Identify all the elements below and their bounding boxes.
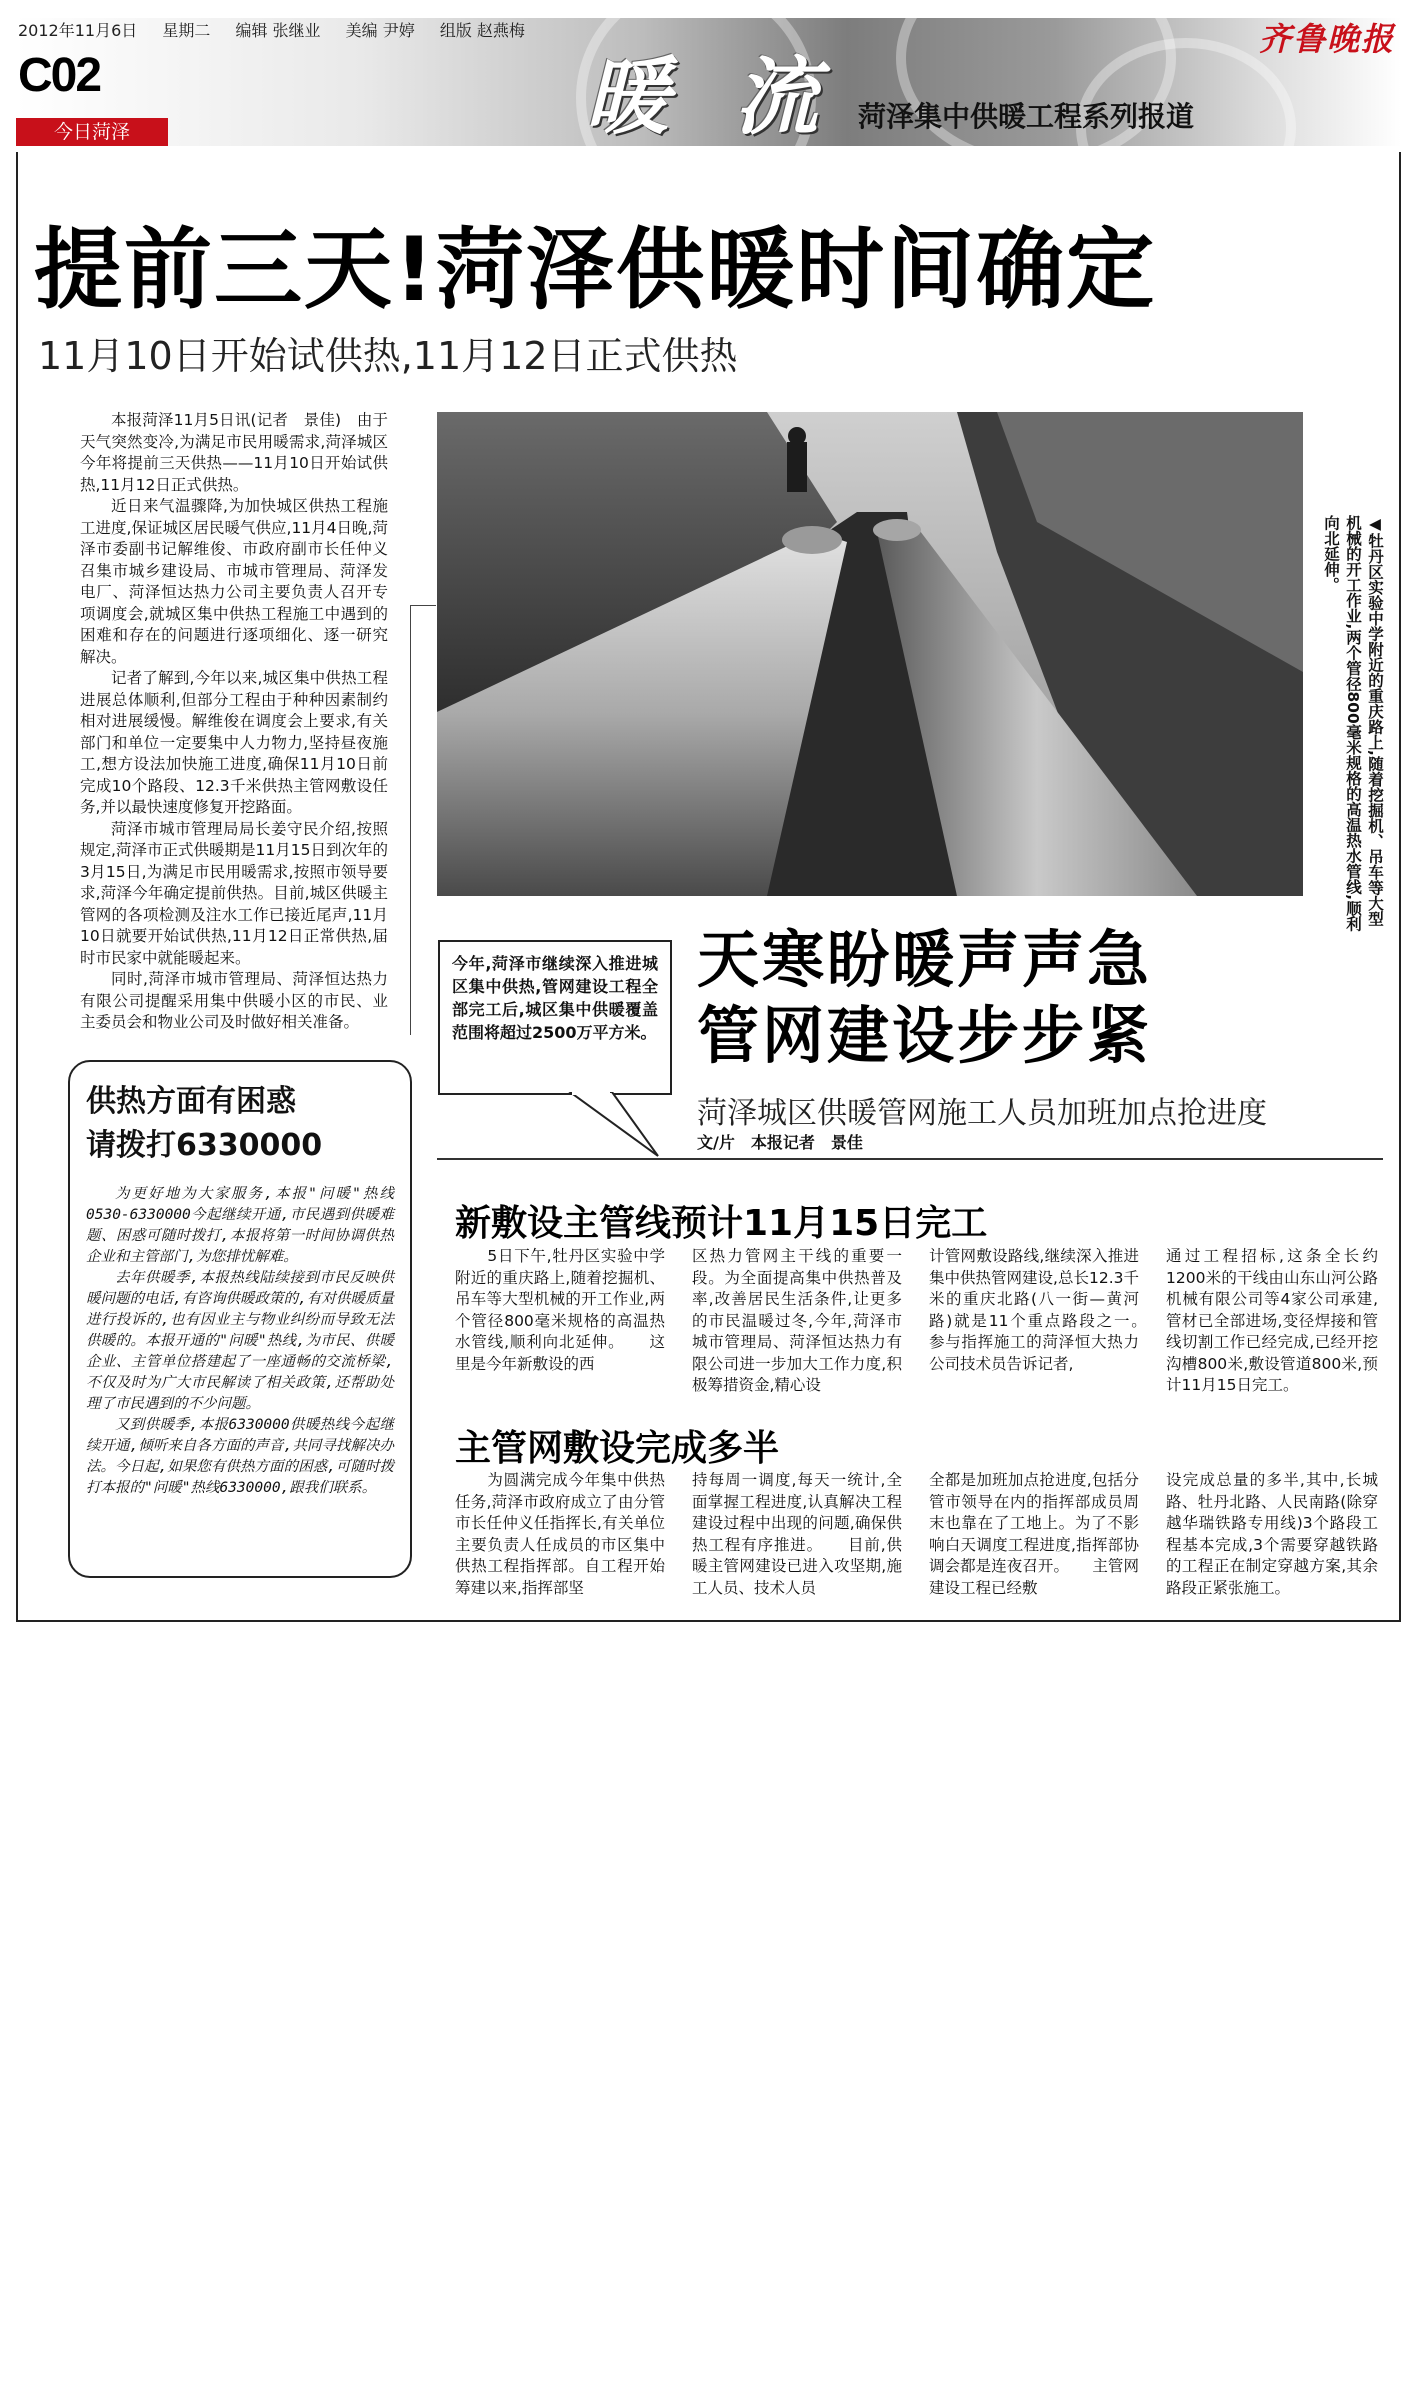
article-paragraph: 同时,菏泽市城市管理局、菏泽恒达热力有限公司提醒采用集中供暖小区的市民、业主委员会和物业公司及时做好相关准备。 (80, 970, 388, 1031)
article-column: 为圆满完成今年集中供热任务,菏泽市政府成立了由分管市长任仲义任指挥长,有关单位主要负责人任成员的市区集中供热工程指挥部。自工程开始筹建以来,指挥部坚 (455, 1471, 665, 1597)
article-paragraph: 近日来气温骤降,为加快城区供热工程施工进度,保证城区居民暖气供应,11月4日晚,菏泽市委副书记解维俊、市政府副市长任仲义召集市城乡建设局、市城市管理局、菏泽发电厂、菏泽恒达热力公司主要负责人召开专项调度会,就城区集中供热工程施工中遇到的困难和存在的问题进行逐项细化、逐一研究解决。 (80, 497, 388, 666)
newspaper-logo: 齐鲁晚报 (1258, 20, 1395, 58)
hotline-paragraph: 又到供暖季,本报6330000供暖热线今起继续开通,倾听来自各方面的声音,共同寻找解决办法。今日起,如果您有供热方面的困惑,可随时拨打本报的"问暖"热线6330000,跟我们联系。 (86, 1417, 394, 1496)
callout-bubble: 今年,菏泽市继续深入推进城区集中供热,管网建设工程全部完工后,城区集中供暖覆盖范围将超过2500万平方米。 (438, 940, 672, 1095)
feature-title-line: 天寒盼暖声声急 (697, 923, 1153, 996)
feature-title-line: 管网建设步步紧 (697, 999, 1153, 1072)
section-tab: 今日菏泽 (16, 118, 168, 146)
section-rule (437, 1158, 1383, 1160)
designer-credit: 美编 尹婷 (345, 21, 415, 40)
leader-line (410, 605, 411, 1035)
article-paragraph: 本报菏泽11月5日讯(记者 景佳) 由于天气突然变冷,为满足市民用暖需求,菏泽城区今年将提前三天供热——11月10日开始试供热,11月12日正式供热。 (80, 411, 388, 494)
article-column: 全都是加班加点抢进度,包括分管市领导在内的指挥部成员周末也靠在了工地上。为了不影响白天调度工程进度,指挥部协调会都是连夜召开。 主管网建设工程已经敷 (929, 1471, 1139, 1597)
layout-credit: 组版 赵燕梅 (439, 21, 525, 40)
article-paragraph: 记者了解到,今年以来,城区集中供热工程进展总体顺利,但部分工程由于种种因素制约相对进展缓慢。解维俊在调度会上要求,有关部门和单位一定要集中人力物力,坚持昼夜施工,想方设法加快施工进度,确保11月10日前完成10个路段、12.3千米供热主管网敷设任务,并以最快速度修复开挖路面。 (80, 669, 388, 816)
page-subheadline: 11月10日开始试供热,11月12日正式供热 (38, 334, 738, 378)
callout-bubble-tail (560, 1092, 670, 1162)
series-subtitle: 菏泽集中供暖工程系列报道 (858, 100, 1195, 133)
leader-line (410, 605, 436, 606)
pipeline-photo-image (437, 412, 1303, 896)
section-heading: 主管网敷设完成多半 (455, 1428, 780, 1469)
hotline-title: 供热方面有困惑 (86, 1084, 296, 1119)
section-heading: 新敷设主管线预计11月15日完工 (455, 1203, 988, 1244)
feature-title (697, 922, 1152, 1074)
issue-date: 2012年11月6日 (18, 21, 138, 40)
article-column: 持每周一调度,每天一统计,全面掌握工程进度,认真解决工程建设过程中出现的问题,确保供热工程有序推进。 目前,供暖主管网建设已进入攻坚期,施工人员、技术人员 (692, 1471, 902, 1597)
lead-article (80, 410, 388, 1034)
page-headline: 提前三天!菏泽供暖时间确定 (34, 218, 1157, 321)
hotline-paragraph: 去年供暖季,本报热线陆续接到市民反映供暖问题的电话,有咨询供暖政策的,有对供暖质量进行投诉的,也有因业主与物业纠纷而导致无法供暖的。本报开通的"问暖"热线,为市民、供暖企业、主管单位搭建起了一座通畅的交流桥梁,不仅及时为广大市民解读了相关政策,还帮助处理了市民遇到的不少问题。 (86, 1270, 394, 1412)
article-column: 设完成总量的多半,其中,长城路、牡丹北路、人民南路(除穿越华瑞铁路专用线)3个路段工程基本完成,3个需要穿越铁路的工程正在制定穿越方案,其余路段正紧张施工。 (1166, 1471, 1378, 1597)
page-number: C02 (18, 49, 101, 102)
article-column: 通过工程招标,这条全长约1200米的干线由山东山河公路机械有限公司等4家公司承建,管材已全部进场,变径焊接和管线切割工作已经完成,已经开挖沟槽800米,敷设管道800米,预计11月15日完工。 (1166, 1247, 1378, 1394)
dateline (18, 18, 545, 41)
article-paragraph: 菏泽市城市管理局局长姜守民介绍,按照规定,菏泽市正式供暖期是11月15日到次年的3月15日,为满足市民用暖需求,按照市领导要求,菏泽今年确定提前供热。目前,城区供暖主管网的各项检测及注水工作已接近尾声,11月10日就要开始试供热,11月12日正常供热,届时市民家中就能暖起来。 (80, 819, 388, 967)
hotline-body (86, 1184, 394, 1499)
article-column: 5日下午,牡丹区实验中学附近的重庆路上,随着挖掘机、吊车等大型机械的开工作业,两个管径800毫米规格的高温热水管线,顺利向北延伸。 这里是今年新敷设的西 (455, 1247, 665, 1373)
pipeline-photo (437, 412, 1303, 896)
issue-weekday: 星期二 (162, 21, 211, 40)
feature-subtitle: 菏泽城区供暖管网施工人员加班加点抢进度 (697, 1096, 1267, 1131)
hotline-box (68, 1060, 412, 1578)
series-title: 暖 流 (585, 47, 837, 146)
hotline-phone: 请拨打6330000 (86, 1128, 323, 1163)
article-column: 计管网敷设路线,继续深入推进集中供热管网建设,总长12.3千米的重庆北路(八一街—黄河路)就是11个重点路段之一。 参与指挥施工的菏泽恒大热力公司技术员告诉记者, (929, 1247, 1171, 1373)
editor-credit: 编辑 张继业 (235, 21, 321, 40)
feature-byline: 文/片 本报记者 景佳 (697, 1133, 863, 1152)
hotline-paragraph: 为更好地为大家服务,本报"问暖"热线0530-6330000今起继续开通,市民遇到供暖难题、困惑可随时拨打,本报将第一时间协调供热企业和主管部门,为您排忧解难。 (86, 1186, 394, 1265)
photo-caption: ◀牡丹区实验中学附近的重庆路上,随着挖掘机、吊车等大型机械的开工作业,两个管径800毫米规格的高温热水管线,顺利向北延伸。 (1322, 515, 1384, 932)
article-column: 区热力管网主干线的重要一段。为全面提高集中供热普及率,改善居民生活条件,让更多的市民温暖过冬,今年,菏泽市城市管理局、菏泽恒达热力有限公司进一步加大工作力度,积极筹措资金,精心设 (692, 1247, 902, 1394)
